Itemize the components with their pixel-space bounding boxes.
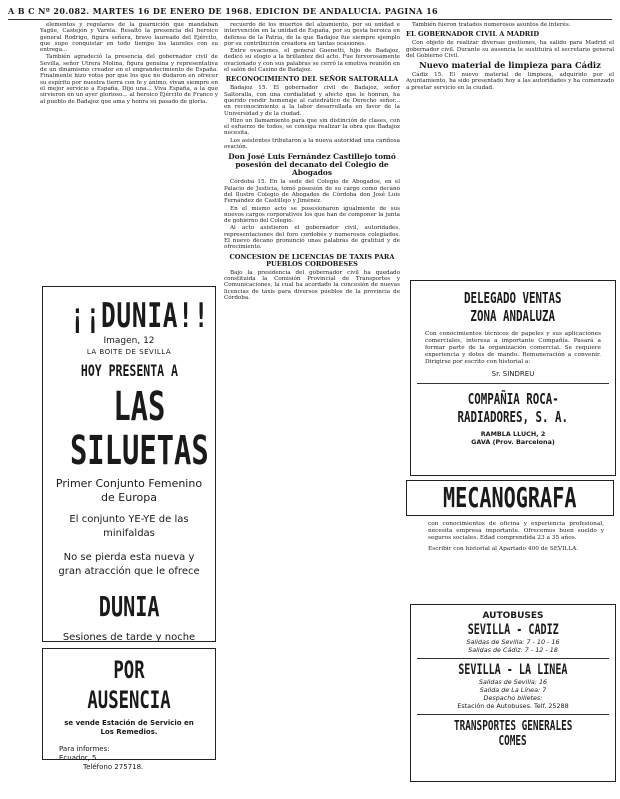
article-paragraph: Badajoz 15. El gobernador civil de Badajoz, señor Saltoralla, con una cordialidad y afecto que le honran, ha querido rendir homenaje al catedrático de Derecho señor... en reconocimiento a la labor desarrollada en favor de la Universidad y de la ciudad. [224,85,400,117]
autobuses-station: Estación de Autobuses. Telf. 25288 [457,702,569,710]
dunia-ad-name: DUNIA [98,590,160,623]
column-3-articles [406,22,614,118]
autobuses-departures-3: Salidas de Sevilla: 16 [478,678,548,686]
section-heading: Nuevo material de limpieza para Cádiz [419,60,601,71]
dunia-ad-address: Imagen, 12 [103,336,155,346]
autobuses-company-2: COMES [498,734,528,749]
dunia-ad-title: ¡¡DUNIA!! [70,296,210,336]
dunia-ad-line2: de Europa [101,491,157,504]
ausencia-ad-info: Para informes: [59,745,110,753]
delegado-title: DELEGADO VENTAS [464,289,562,307]
mecanografa-ad [406,480,614,553]
column-2-articles [224,22,400,792]
ausencia-ad-line1: se vende Estación de Servicio en [64,719,194,727]
dunia-ad [42,286,216,642]
autobuses-departures-2: Salidas de Cádiz: 7 - 12 - 18 [468,646,558,654]
delegado-address: RAMBLA LLUCH, 2 [480,430,546,438]
delegado-body: Con conocimientos técnicos de papeles y sus aplicaciones comerciales, interesa a importante Compañía. Pasará a formar parte de la organización comercial. Se requiere experiencia y dotes de mando. Remuneración a convenir. Dirigirse por escrito con historial a: [425,331,601,365]
dunia-ad-line1: Primer Conjunto Femenino [55,477,203,490]
section-heading: EL GOBERNADOR CIVIL A MADRID [406,30,540,39]
autobuses-ad [410,604,616,782]
delegado-company: COMPAÑIA ROCA- [467,390,559,408]
article-paragraph: Al acto asistieron el gobernador civil, autoridades, representaciones del foro cordobés y numerosos colegiados. El nuevo decano pronunció unas palabras de gratitud y de ofrecimiento. [224,225,400,251]
header-rule [8,19,612,20]
delegado-city: GAVA (Prov. Barcelona) [471,438,555,446]
autobuses-departures-4: Salida de La Línea: 7 [479,686,547,694]
article-paragraph: recuerdo de los muertos del alzamiento, por su unidad e intervención en la unidad de España, por su gesta heroica en defensa de la Patria, de la que Badajoz fue siempre ejemplo por su contribución creadora en tantas ocasiones. [224,22,400,47]
mecanografa-title-box [406,480,614,516]
ausencia-ad-title: POR AUSENCIA [87,656,171,714]
mecanografa-contact: Escribir con historial al Apartado 400 de SEVILLA. [428,546,579,552]
dunia-ad-presents: HOY PRESENTA A [80,361,178,380]
delegado-company-2: RADIADORES, S. A. [457,408,569,426]
autobuses-route-2: SEVILLA - LA LINEA [458,662,568,678]
section-heading: Don José Luis Fernández Castillejo tomó posesión del decanato del Colegio de Abogados [228,152,396,178]
delegado-subtitle: ZONA ANDALUZA [470,307,556,325]
article-paragraph: Cádiz 15. El nuevo material de limpieza, adquirido por el Ayuntamiento, ha sido presentado hoy a las autoridades y ha comenzado a prestar servicio en la ciudad. [406,72,614,91]
ausencia-ad-place: Ecuador, 5 [59,754,97,762]
article-paragraph: Bajo la presidencia del gobernador civil ha quedado constituida la Comisión Provincial de Transportes y Comunicaciones, la cual ha acordado la concesión de nuevas licencias de taxis para diversos pueblos de la provincia de Córdoba. [224,269,400,301]
autobuses-title: AUTOBUSES [482,611,544,621]
article-paragraph: Con objeto de realizar diversas gestiones, ha salido para Madrid el gobernador civil. Durante su ausencia le sustituirá el secretario general del Gobierno Civil. [406,40,614,59]
ausencia-ad [42,648,216,771]
dunia-ad-line3: El conjunto YE-YE de las [69,514,189,525]
mecanografa-title: MECANOGRAFA [443,481,577,514]
dunia-ad-subtitle: LA BOITE DE SEVILLA [86,348,172,356]
article-paragraph: En el mismo acto se posesionaron igualmente de sus nuevos cargos corporativos los que han de componer la junta de gobierno del Colegio. [224,205,400,225]
autobuses-route-1: SEVILLA - CADIZ [467,622,559,638]
dunia-ad-sessions: Sesiones de tarde y noche [62,632,196,643]
autobuses-company: TRANSPORTES GENERALES [453,719,573,734]
article-paragraph: También fueron tratados numerosos asuntos de interés. [412,22,571,28]
column-1-article [40,22,218,292]
article-paragraph: Hizo un llamamiento para que sin distinción de clases, con el esfuerzo de todos, se consiga realizar la obra que Badajoz necesita. [224,117,400,137]
article-paragraph: Entre ovaciones, el general Guenetti, hijo de Badajoz, dedicó su elogio a la brillantez del acto. Fue fervorosamente ovacionado y con sus palabras se cerró la emotiva reunión en el salón del Casino de Badajoz. [224,48,400,74]
dunia-ad-line5: No se pierda esta nueva y [63,552,195,563]
page-header: A B C Nº 20.082. MARTES 16 DE ENERO DE 1968. EDICION DE ANDALUCIA. PAGINA 16 [8,6,439,16]
article-paragraph: Los asistentes tributaron a la nueva autoridad una cariñosa ovación. [224,137,400,151]
section-heading: RECONOCIMIENTO DEL SEÑOR SALTORALLA [225,75,399,84]
autobuses-office: Despacho billetes: [483,694,543,702]
mecanografa-body: con conocimientos de oficina y experiencia profesional, necesita empresa importante. Ofrecemos buen sueldo y seguros sociales. Edad comprendida 23 a 35 años. [428,521,604,541]
ausencia-ad-phone: Teléfono 275718. [83,763,144,771]
article-paragraph: elementos y regulares de la guarnición que mandaban Yagüe, Castejón y Varela. Resaltó la presencia del heroico general Rodrigo, figura señera, bravo laureado del Ejército, que supo conquistar en todo tiempo los laureles con su entrega... [40,22,218,54]
dunia-ad-show: LAS SILUETAS [69,384,209,474]
autobuses-departures-1: Salidas de Sevilla: 7 - 10 - 16 [466,638,560,646]
dunia-ad-line4: minifaldas [103,528,155,539]
dunia-ad-line6: gran atracción que le ofrece [58,566,200,577]
article-paragraph: Córdoba 15. En la sede del Colegio de Abogados, en el Palacio de Justicia, tomó posesión de su cargo como decano del Ilustre Colegio de Abogados de Córdoba don José Luis Fernández de Castillejo y Jiménez. [224,179,400,205]
delegado-contact: Sr. SINDREU [491,370,535,378]
delegado-ventas-ad [410,280,616,476]
ausencia-ad-line2: Los Remedios. [100,728,158,736]
section-heading: CONCESION DE LICENCIAS DE TAXIS PARA PUEBLOS CORDOBESES [229,252,395,268]
article-paragraph: También agradeció la presencia del gobernador civil de Sevilla, señor Utrera Molina, figura genuina y representativa de un dinamismo creador en el engrandecimiento de España. Finalmente hizo votos por que los que no dudaron en ofrecer su espíritu por nuestra tierra con fe y ánimo, vivan siempre en el mejor servicio a España. Dijo una... Viva España, a la que sirvieron en un ayer glorioso... al heroico Ejército de Franco y al pueblo de Badajoz que ama y honra su pasado de gloria. [40,54,218,105]
